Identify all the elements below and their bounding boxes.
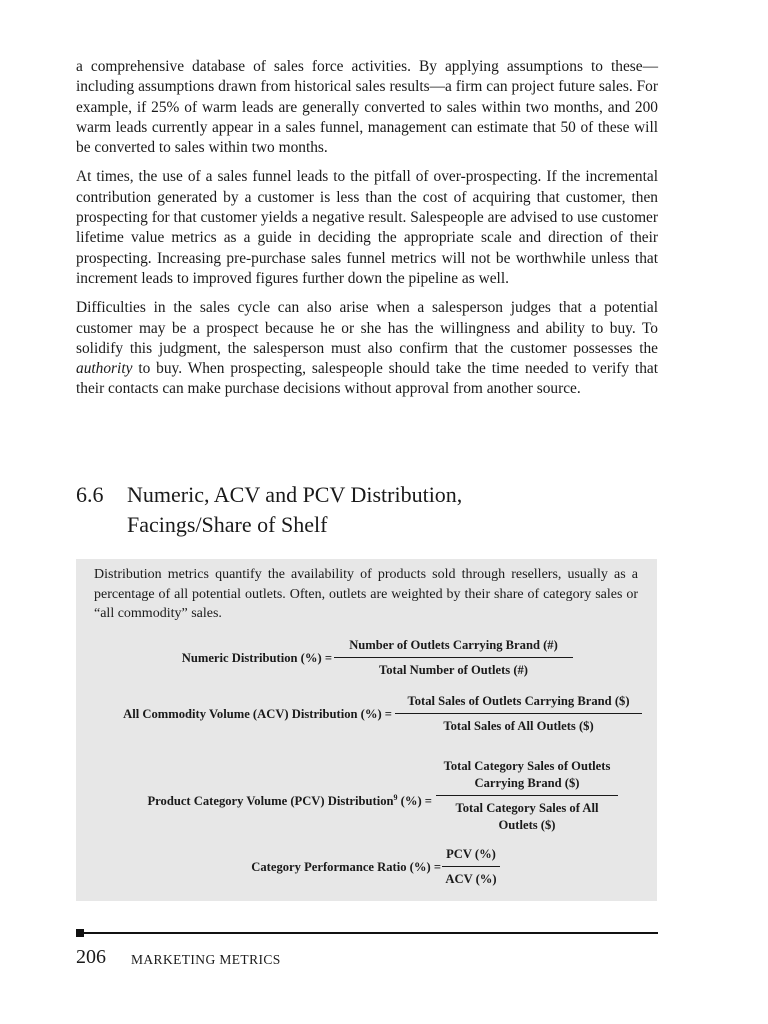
section-title-line-2: Facings/Share of Shelf [127,512,328,537]
formula-cpr-numerator: PCV (%) [446,847,496,861]
body-text [76,57,658,409]
section-title-line-1: Numeric, ACV and PCV Distribution, [127,482,463,507]
formula-pcv-label [147,789,432,810]
formula-numeric-numerator: Number of Outlets Carrying Brand (#) [349,638,558,652]
paragraph-3-after: to buy. When prospecting, salespeople should take the time needed to verify that their contacts can make purchase decisions without approval from another source. [76,360,658,398]
formula-numeric-label: Numeric Distribution (%) = [181,651,332,665]
section-number: 6.6 [76,482,104,507]
page-number: 206 [76,946,106,968]
fraction-bar [395,713,642,714]
formula-pcv-label-before: Product Category Volume (PCV) Distribution [147,794,394,809]
formula-numeric-distribution [76,637,657,682]
formula-acv-denominator: Total Sales of All Outlets ($) [443,719,594,733]
formula-pcv-numerator-line-2: Carrying Brand ($) [474,776,580,790]
formula-acv-distribution [76,693,657,738]
footer-rule [76,932,658,934]
paragraph-3-before: Difficulties in the sales cycle can also arise when a salesperson judges that a potential customer may be a prospect because he or she has the willingness and ability to buy. To solidify this judgment, the salesperson must also confirm that the customer possesses the [76,299,658,357]
formula-acv-numerator: Total Sales of Outlets Carrying Brand ($) [407,694,630,708]
definition-intro: Distribution metrics quantify the availability of products sold through resellers, usually as a percentage of all potential outlets. Often, outlets are weighted by their share of category sales or “all commodity” sales. [94,567,638,621]
footnote-marker: 9 [393,793,398,802]
formula-pcv-numerator-line-1: Total Category Sales of Outlets [443,759,611,773]
formula-pcv-denominator-line-1: Total Category Sales of All [455,801,599,815]
formula-acv-fraction [395,693,642,735]
formula-pcv-denominator-line-2: Outlets ($) [498,818,556,832]
formula-cpr-denominator: ACV (%) [445,872,497,886]
formula-acv-label: All Commodity Volume (ACV) Distribution (%) = [123,707,392,721]
fraction-bar [442,866,500,867]
fraction-bar [334,657,573,658]
paragraph-3 [76,298,658,399]
formula-cpr-fraction [442,846,500,888]
formula-numeric-fraction [334,637,573,679]
formula-category-performance-ratio [76,846,657,891]
formula-pcv-fraction [436,758,618,834]
formula-pcv-label-after: (%) = [397,794,432,809]
fraction-bar [436,795,618,796]
definition-box [76,559,657,901]
formula-cpr-label: Category Performance Ratio (%) = [251,860,441,874]
formula-pcv-distribution [76,758,657,838]
paragraph-1: a comprehensive database of sales force activities. By applying assumptions to these—including assumptions drawn from historical sales results—a firm can project future sales. For example, if 25% of warm leads are generally converted to sales within two months, and 200 warm leads currently appear in a sales funnel, management can estimate that 50 of these will be converted to sales within two months. [76,58,658,157]
authority-emphasis: authority [76,360,133,378]
formula-numeric-denominator: Total Number of Outlets (#) [378,663,529,677]
running-head: MARKETING METRICS [131,952,281,967]
paragraph-2: At times, the use of a sales funnel leads to the pitfall of over-prospecting. If the incremental contribution generated by a customer is less than the cost of acquiring that customer, then prospecting for that customer yields a negative result. Salespeople are advised to use customer lifetime value metrics as a guide in deciding the appropriate scale and direction of their prospecting. Increasing pre-purchase sales funnel metrics will not be worthwhile unless that increment leads to improved figures further down the pipeline as well. [76,168,658,287]
